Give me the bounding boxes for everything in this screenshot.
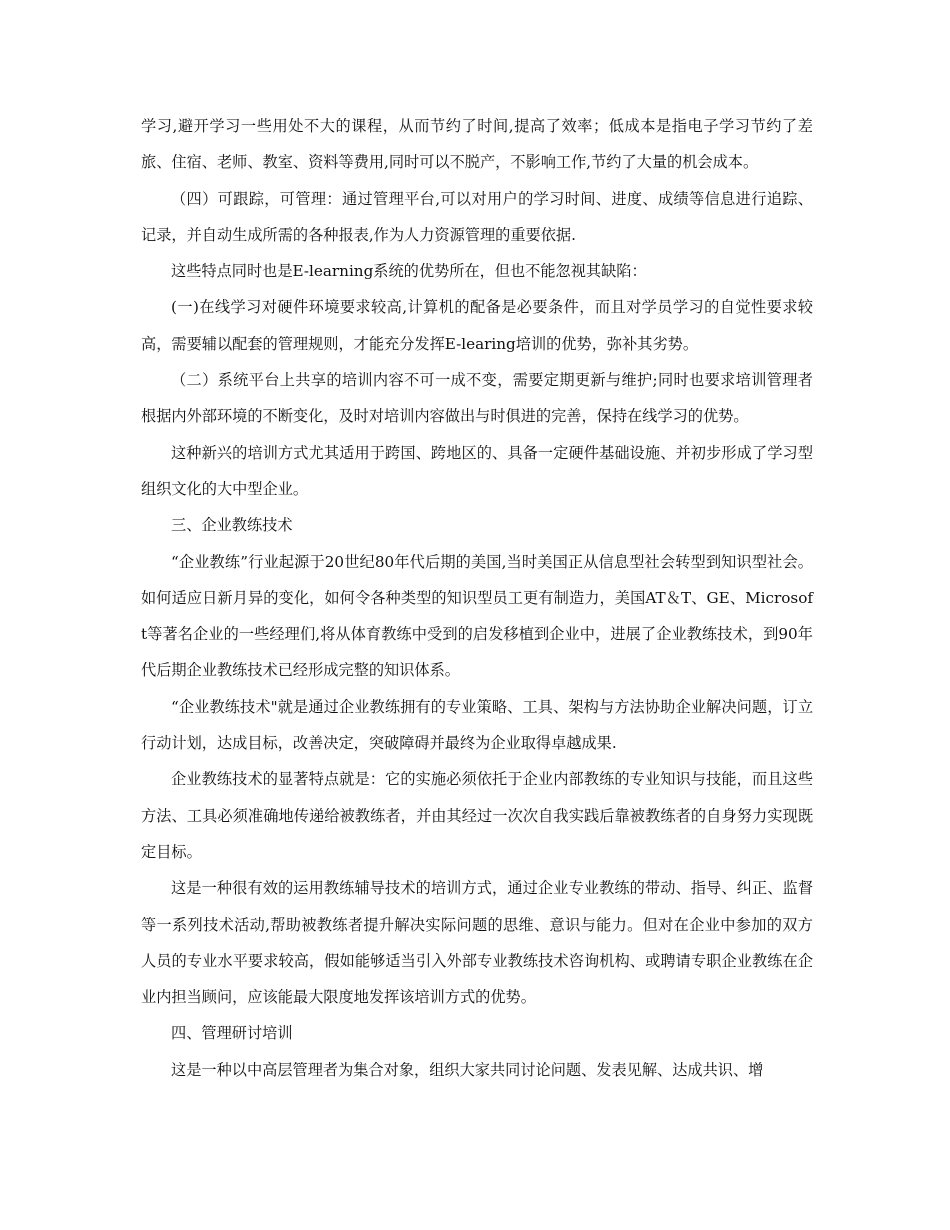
document-body bbox=[141, 108, 813, 1088]
section-heading-management-seminar: 四、管理研讨培训 bbox=[171, 1024, 293, 1043]
paragraph-drawback-hardware: (一)在线学习对硬件环境要求较高,计算机的配备是必要条件，而且对学员学习的自觉性要求较高，需要辅以配套的管理规则，才能充分发挥E-learing培训的优势，弥补其劣势。 bbox=[141, 298, 813, 353]
paragraph-cost-savings: 学习,避开学习一些用处不大的课程，从而节约了时间,提高了效率；低成本是指电子学习节约了差旅、住宿、老师、教室、资料等费用,同时可以不脱产，不影响工作,节约了大量的机会成本。 bbox=[141, 117, 813, 172]
paragraph-elearning-drawbacks-intro: 这些特点同时也是E-learning系统的优势所在，但也不能忽视其缺陷： bbox=[171, 262, 647, 281]
paragraph-drawback-content-update: （二）系统平台上共享的培训内容不可一成不变，需要定期更新与维护;同时也要求培训管理者根据内外部环境的不断变化，及时对培训内容做出与时俱进的完善，保持在线学习的优势。 bbox=[141, 371, 813, 426]
paragraph-elearning-suitability: 这种新兴的培训方式尤其适用于跨国、跨地区的、具备一定硬件基础设施、并初步形成了学习型组织文化的大中型企业。 bbox=[141, 443, 813, 498]
paragraph-trackable: （四）可跟踪，可管理：通过管理平台,可以对用户的学习时间、进度、成绩等信息进行追踪、记录，并自动生成所需的各种报表,作为人力资源管理的重要依据. bbox=[141, 189, 813, 244]
paragraph-coaching-origin: “企业教练”行业起源于20世纪80年代后期的美国,当时美国正从信息型社会转型到知识型社会。如何适应日新月异的变化，如何令各种类型的知识型员工更有制造力，美国AT＆T、GE、Microsoft等著名企业的一些经理们,将从体育教练中受到的启发移植到企业中，进展了企业教练技术，到90年代后期企业教练技术已经形成完整的知识体系。 bbox=[141, 552, 813, 680]
paragraph-coaching-features: 企业教练技术的显著特点就是：它的实施必须依托于企业内部教练的专业知识与技能，而且这些方法、工具必须准确地传递给被教练者，并由其经过一次次自我实践后靠被教练者的自身努力实现既定目标。 bbox=[141, 770, 813, 861]
paragraph-coaching-definition: “企业教练技术"就是通过企业教练拥有的专业策略、工具、架构与方法协助企业解决问题，订立行动计划，达成目标，改善决定，突破障碍并最终为企业取得卓越成果. bbox=[141, 697, 813, 753]
paragraph-coaching-effectiveness: 这是一种很有效的运用教练辅导技术的培训方式，通过企业专业教练的带动、指导、纠正、监督等一系列技术活动,帮助被教练者提升解决实际问题的思维、意识与能力。但对在企业中参加的双方人员的专业水平要求较高，假如能够适当引入外部专业教练技术咨询机构、或聘请专职企业教练在企业内担当顾问，应该能最大限度地发挥该培训方式的优势。 bbox=[141, 879, 813, 1007]
paragraph-seminar-intro: 这是一种以中高层管理者为集合对象，组织大家共同讨论问题、发表见解、达成共识、增 bbox=[171, 1060, 764, 1079]
section-heading-coaching: 三、企业教练技术 bbox=[171, 516, 293, 535]
